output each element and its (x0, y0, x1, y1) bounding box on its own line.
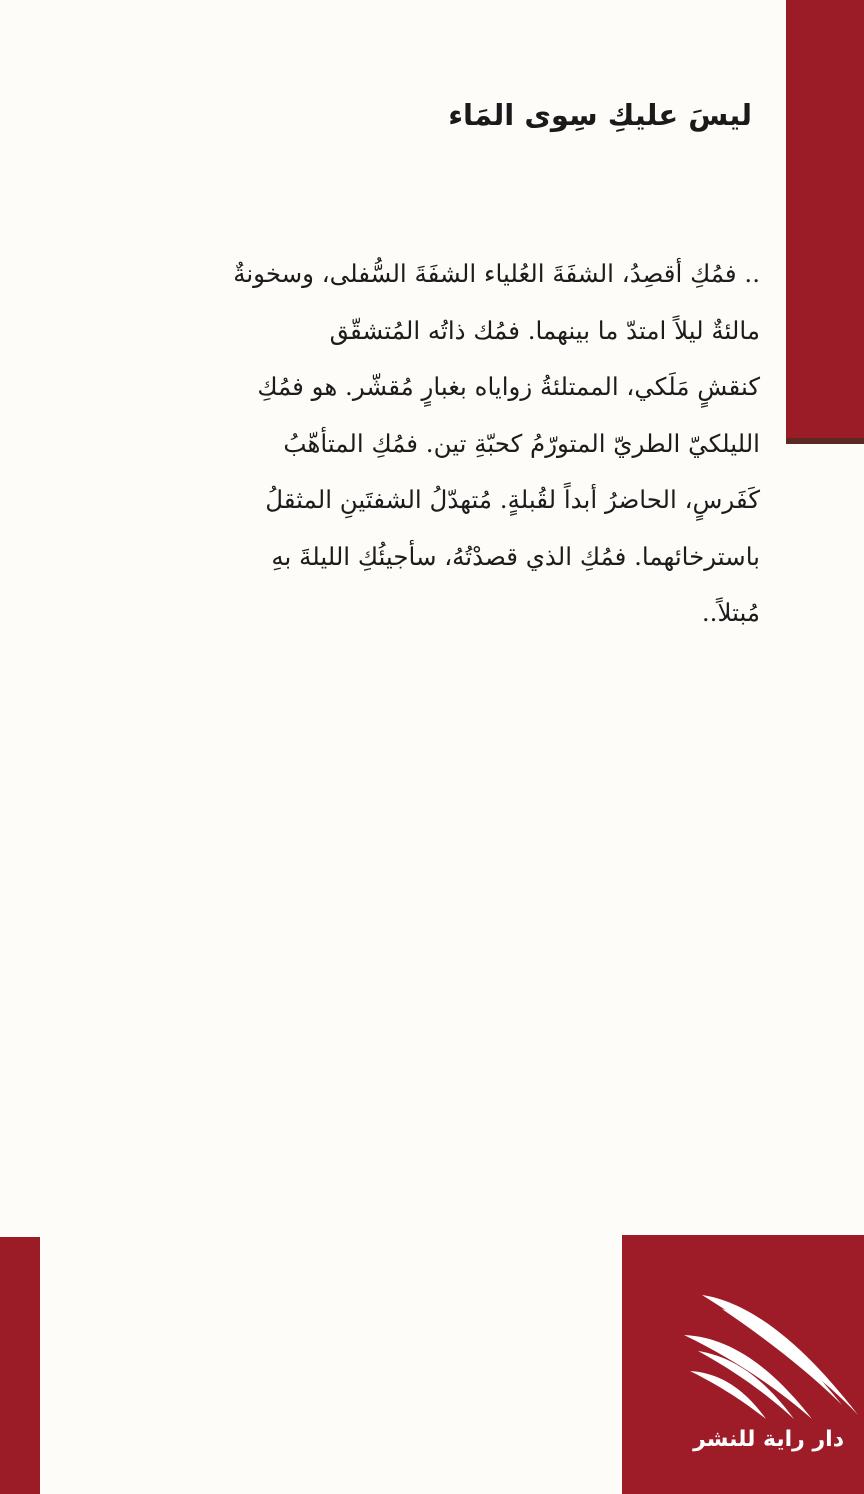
red-band-bottom-left (0, 1237, 40, 1494)
excerpt-line: مالئةٌ ليلاً امتدّ ما بينهما. فمُك ذاتُه المُتشقّق (329, 315, 760, 345)
excerpt-line: .. فمُكِ أقصِدُ، الشفَةَ العُلياء الشفَةَ السُّفلى، وسخونةٌ (233, 259, 760, 288)
publisher-name: دار راية للنشر (693, 1427, 844, 1452)
excerpt-text (150, 246, 760, 642)
book-title: ليسَ عليكِ سِوى المَاء (448, 98, 752, 132)
publisher-logo-block (622, 1235, 864, 1494)
excerpt-line: كنقشٍ مَلَكي، الممتلئةُ زواياه بغبارٍ مُقشّر. هو فمُكِ (257, 372, 760, 401)
red-band-edge (786, 438, 864, 444)
excerpt-line: كَفَرسٍ، الحاضرُ أبداً لقُبلةٍ. مُتهدّلُ الشفتَينِ المثقلُ (265, 485, 760, 514)
red-band-top-right (786, 0, 864, 438)
excerpt-line: باسترخائهما. فمُكِ الذي قصدْتُهُ، سأجيئُكِ الليلةَ بهِ (271, 541, 760, 571)
excerpt-line: الليلكيّ الطريّ المتورّمُ كحبّةِ تين. فمُكِ المتأهّبُ (283, 428, 760, 458)
sails-logo-icon (662, 1275, 862, 1425)
excerpt-line: مُبتلاً.. (701, 598, 760, 627)
